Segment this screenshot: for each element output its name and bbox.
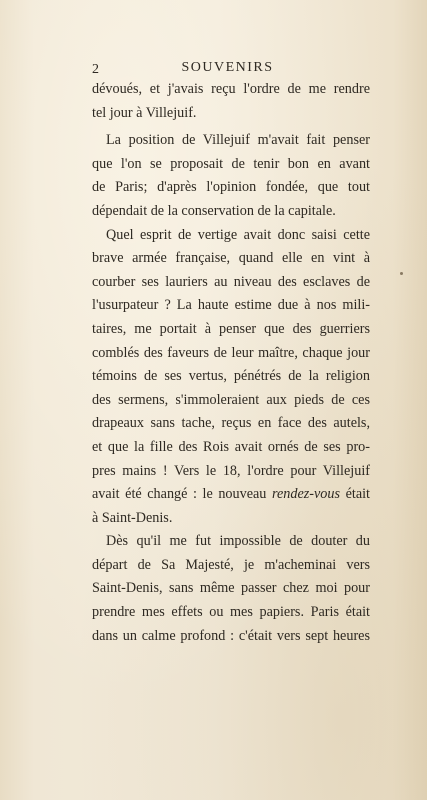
text-line: Saint-Denis, sans même passer chez moi pour: [92, 580, 370, 597]
text-line: tel jour à Villejuif.: [92, 104, 197, 121]
italic-phrase: rendez-vous: [271, 486, 340, 503]
text-line: et que la fille des Rois avait ornés de ses pro-: [92, 438, 370, 455]
text-line: témoins de ses vertus, pénétrés de la religion: [92, 368, 370, 385]
text-line: comblés des faveurs de leur maître, chaque jour: [92, 344, 370, 361]
text-line: drapeaux sans tache, reçus en face des autels,: [92, 415, 370, 432]
text-line: La position de Villejuif m'avait fait penser: [106, 132, 370, 149]
running-head: SOUVENIRS: [181, 60, 274, 75]
body-text: [92, 78, 370, 648]
line-text-after: était: [340, 486, 370, 503]
text-line: dépendait de la conservation de la capitale.: [92, 202, 336, 219]
text-line: dans un calme profond : c'était vers sept heures: [92, 627, 370, 644]
text-line: départ de Sa Majesté, je m'acheminai vers: [92, 556, 370, 573]
text-line: taires, me portait à penser que des guerriers: [92, 320, 370, 337]
text-line: courber ses lauriers au niveau des esclaves de: [92, 273, 370, 290]
text-line: que l'on se proposait de tenir bon en avant: [92, 155, 370, 172]
text-line: dévoués, et j'avais reçu l'ordre de me rendre: [92, 81, 370, 97]
page-number: 2: [92, 62, 99, 77]
text-line: des sermens, s'immoleraient aux pieds de ces: [92, 391, 370, 408]
text-line: Quel esprit de vertige avait donc saisi cette: [106, 226, 370, 243]
text-line-with-italic: [92, 483, 370, 507]
text-line: de Paris; d'après l'opinion fondée, que tout: [92, 179, 370, 196]
text-line: l'usurpateur ? La haute estime due à nos mili-: [92, 297, 370, 314]
text-line: pres mains ! Vers le 18, l'ordre pour Villejuif: [92, 462, 370, 479]
text-line: Dès qu'il me fut impossible de douter du: [106, 533, 370, 550]
text-line: à Saint-Denis.: [92, 509, 173, 526]
text-line: brave armée française, quand elle en vint à: [92, 250, 370, 267]
text-line: prendre mes effets ou mes papiers. Paris était: [92, 604, 370, 621]
line-text-before: avait été changé : le nouveau: [92, 486, 272, 503]
paper-spot: [400, 272, 403, 275]
